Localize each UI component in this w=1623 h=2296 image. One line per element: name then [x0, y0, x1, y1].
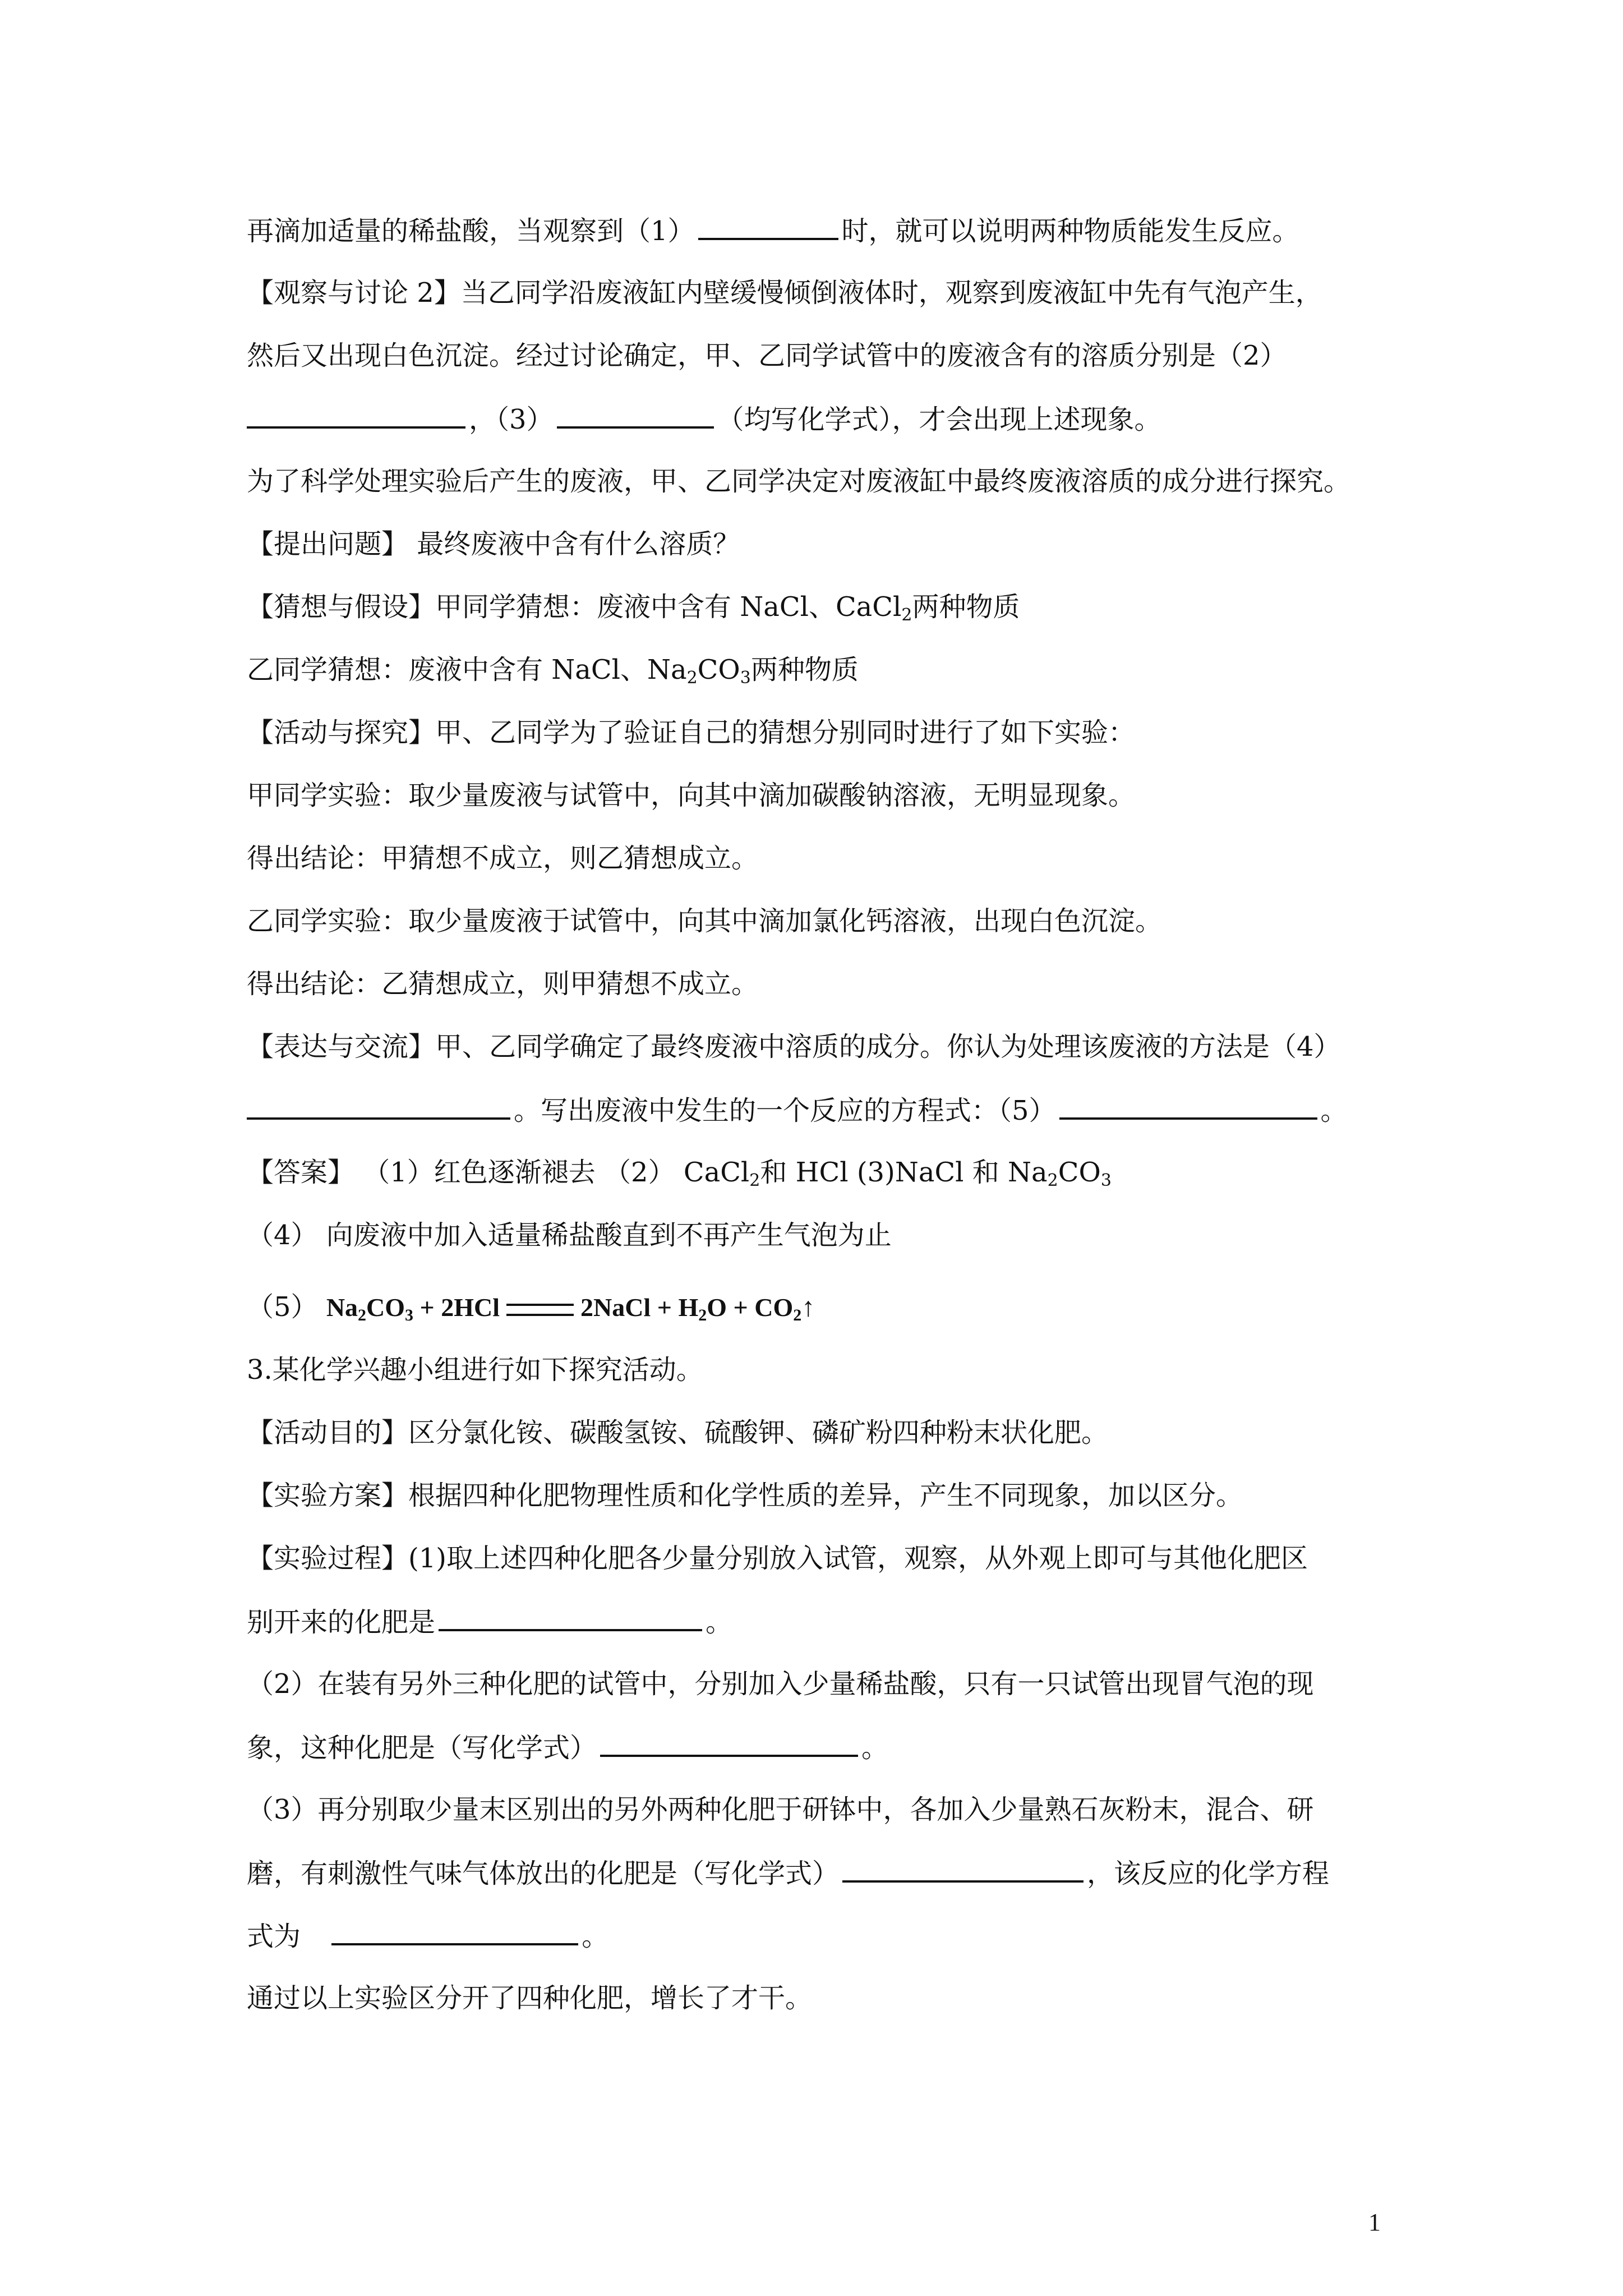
text-segment: 为了科学处理实验后产生的废液，甲、乙同学决定对废液缸中最终废液溶质的成分进行探究。 [247, 466, 1351, 497]
text-segment: 。 [1320, 1095, 1348, 1126]
text-segment: （2）在装有另外三种化肥的试管中，分别加入少量稀盐酸，只有一只试管出现冒气泡的现 [247, 1668, 1314, 1700]
text-line [247, 213, 1299, 248]
text-line [247, 1030, 1341, 1064]
text-line [247, 1416, 1108, 1450]
up-arrow-icon: ↑ [801, 1292, 815, 1322]
subscript: 2 [901, 605, 912, 625]
text-segment: 乙同学猜想：废液中含有 NaCl、Na [247, 654, 687, 685]
answer-line [247, 1156, 1112, 1189]
chemical-equation [326, 1293, 815, 1322]
answer-blank-8 [842, 1856, 1083, 1883]
text-line [247, 1856, 1329, 1890]
answer-blank-5 [1059, 1093, 1317, 1120]
text-segment: 。写出废液中发生的一个反应的方程式：（5） [514, 1095, 1056, 1126]
text-line [247, 841, 758, 875]
text-line [247, 716, 1135, 749]
eq-text: + 2HCl [413, 1293, 500, 1322]
text-segment: 。 [706, 1607, 733, 1638]
text-segment: 然后又出现白色沉淀。经过讨论确定，甲、乙同学试管中的废液含有的溶质分别是（2） [247, 340, 1287, 371]
answer-blank-9 [331, 1918, 578, 1945]
answer-blank-1 [698, 213, 838, 240]
text-segment: （5） [247, 1291, 318, 1323]
text-segment: 两种物质 [912, 591, 1020, 623]
text-line [247, 339, 1287, 372]
subscript: 3 [405, 1306, 414, 1324]
subscript: 3 [740, 668, 751, 688]
text-line [247, 1542, 1308, 1575]
text-segment: 【猜想与假设】甲同学猜想：废液中含有 NaCl、CaCl [247, 591, 902, 623]
text-segment: 。 [861, 1732, 889, 1764]
text-line [247, 1604, 732, 1639]
text-segment: 【实验过程】(1)取上述四种化肥各少量分别放入试管，观察，从外观上即可与其他化肥区 [247, 1543, 1308, 1574]
text-segment: 【观察与讨论 2】当乙同学沿废液缸内壁缓慢倾倒液体时，观察到废液缸中先有气泡产生， [247, 277, 1322, 309]
text-line [247, 1793, 1314, 1826]
text-segment: CO [1058, 1157, 1101, 1188]
text-segment: ，该反应的化学方程 [1087, 1858, 1330, 1889]
text-segment: 通过以上实验区分开了四种化肥，增长了才干。 [247, 1982, 813, 2014]
text-segment: 。 [582, 1921, 609, 1952]
text-segment: （均写化学式），才会出现上述现象。 [717, 404, 1161, 435]
text-segment: 时，就可以说明两种物质能发生反应。 [841, 215, 1299, 247]
subscript: 2 [358, 1306, 367, 1324]
eq-text: Na [326, 1293, 358, 1322]
text-line [247, 1479, 1243, 1512]
eq-text: CO [366, 1293, 405, 1322]
subscript: 2 [686, 668, 698, 688]
text-segment: 乙同学实验：取少量废液于试管中，向其中滴加氯化钙溶液，出现白色沉淀。 [247, 905, 1163, 937]
text-segment: 和 HCl (3)NaCl 和 Na [760, 1157, 1048, 1188]
text-segment: 两种物质 [750, 654, 859, 685]
answer-blank-7 [600, 1730, 858, 1757]
text-segment: 磨，有刺激性气味气体放出的化肥是（写化学式） [247, 1858, 840, 1889]
eq-text: O + CO [707, 1293, 794, 1322]
text-segment: 【实验方案】根据四种化肥物理性质和化学性质的差异，产生不同现象，加以区分。 [247, 1480, 1243, 1511]
text-line [247, 464, 1350, 498]
text-segment: 得出结论：甲猜想不成立，则乙猜想成立。 [247, 843, 759, 874]
text-line [247, 1353, 703, 1387]
answer-blank-3 [557, 402, 714, 429]
text-segment: 【提出问题】 最终废液中含有什么溶质？ [247, 528, 740, 560]
answer-blank-4 [247, 1093, 510, 1120]
text-segment: 得出结论：乙猜想成立，则甲猜想不成立。 [247, 968, 759, 1000]
answer-blank-2 [247, 402, 465, 429]
text-segment: 【表达与交流】甲、乙同学确定了最终废液中溶质的成分。你认为处理该废液的方法是（4） [247, 1031, 1341, 1062]
text-line [247, 276, 1322, 310]
subscript: 2 [1047, 1171, 1058, 1190]
text-segment: 【答案】 （1）红色逐渐褪去 （2） CaCl [247, 1157, 750, 1188]
text-segment: 象，这种化肥是（写化学式） [247, 1732, 597, 1764]
text-segment: CO [697, 654, 740, 685]
text-line [247, 904, 1162, 938]
answer-blank-6 [439, 1604, 702, 1631]
text-segment: 【活动目的】区分氯化铵、碳酸氢铵、硫酸钾、磷矿粉四种粉末状化肥。 [247, 1417, 1109, 1448]
text-segment: 甲同学实验：取少量废液与试管中，向其中滴加碳酸钠溶液，无明显现象。 [247, 780, 1136, 811]
text-segment: 再滴加适量的稀盐酸，当观察到（1） [247, 215, 695, 247]
text-segment: （3）再分别取少量末区别出的另外两种化肥于研钵中，各加入少量熟石灰粉末，混合、研 [247, 1794, 1314, 1825]
text-line [247, 653, 859, 687]
equation-line [247, 1290, 815, 1324]
text-line [247, 1667, 1314, 1701]
subscript: 2 [793, 1306, 802, 1324]
page-number: 1 [1368, 2208, 1381, 2236]
text-segment: ，（3） [469, 404, 554, 435]
text-line [247, 1918, 608, 1953]
double-line-equals [506, 1304, 574, 1316]
text-line [247, 779, 1135, 812]
text-segment: 式为 [247, 1921, 310, 1952]
text-line [247, 1730, 888, 1765]
text-line [247, 590, 1020, 624]
text-segment: （4） 向废液中加入适量稀盐酸直到不再产生气泡为止 [247, 1220, 892, 1251]
subscript: 2 [698, 1306, 707, 1324]
text-line [247, 402, 1161, 436]
subscript: 2 [749, 1171, 760, 1190]
text-line [247, 1093, 1348, 1128]
answer-line [247, 1218, 892, 1252]
question-heading: 3.某化学兴趣小组进行如下探究活动。 [247, 1354, 703, 1386]
subscript: 3 [1100, 1171, 1112, 1190]
text-line [247, 1981, 812, 2015]
text-segment: 别开来的化肥是 [247, 1607, 436, 1638]
eq-text: 2NaCl + H [580, 1293, 699, 1322]
text-line [247, 967, 758, 1001]
text-segment: 【活动与探究】甲、乙同学为了验证自己的猜想分别同时进行了如下实验： [247, 717, 1136, 748]
text-line [247, 527, 740, 561]
